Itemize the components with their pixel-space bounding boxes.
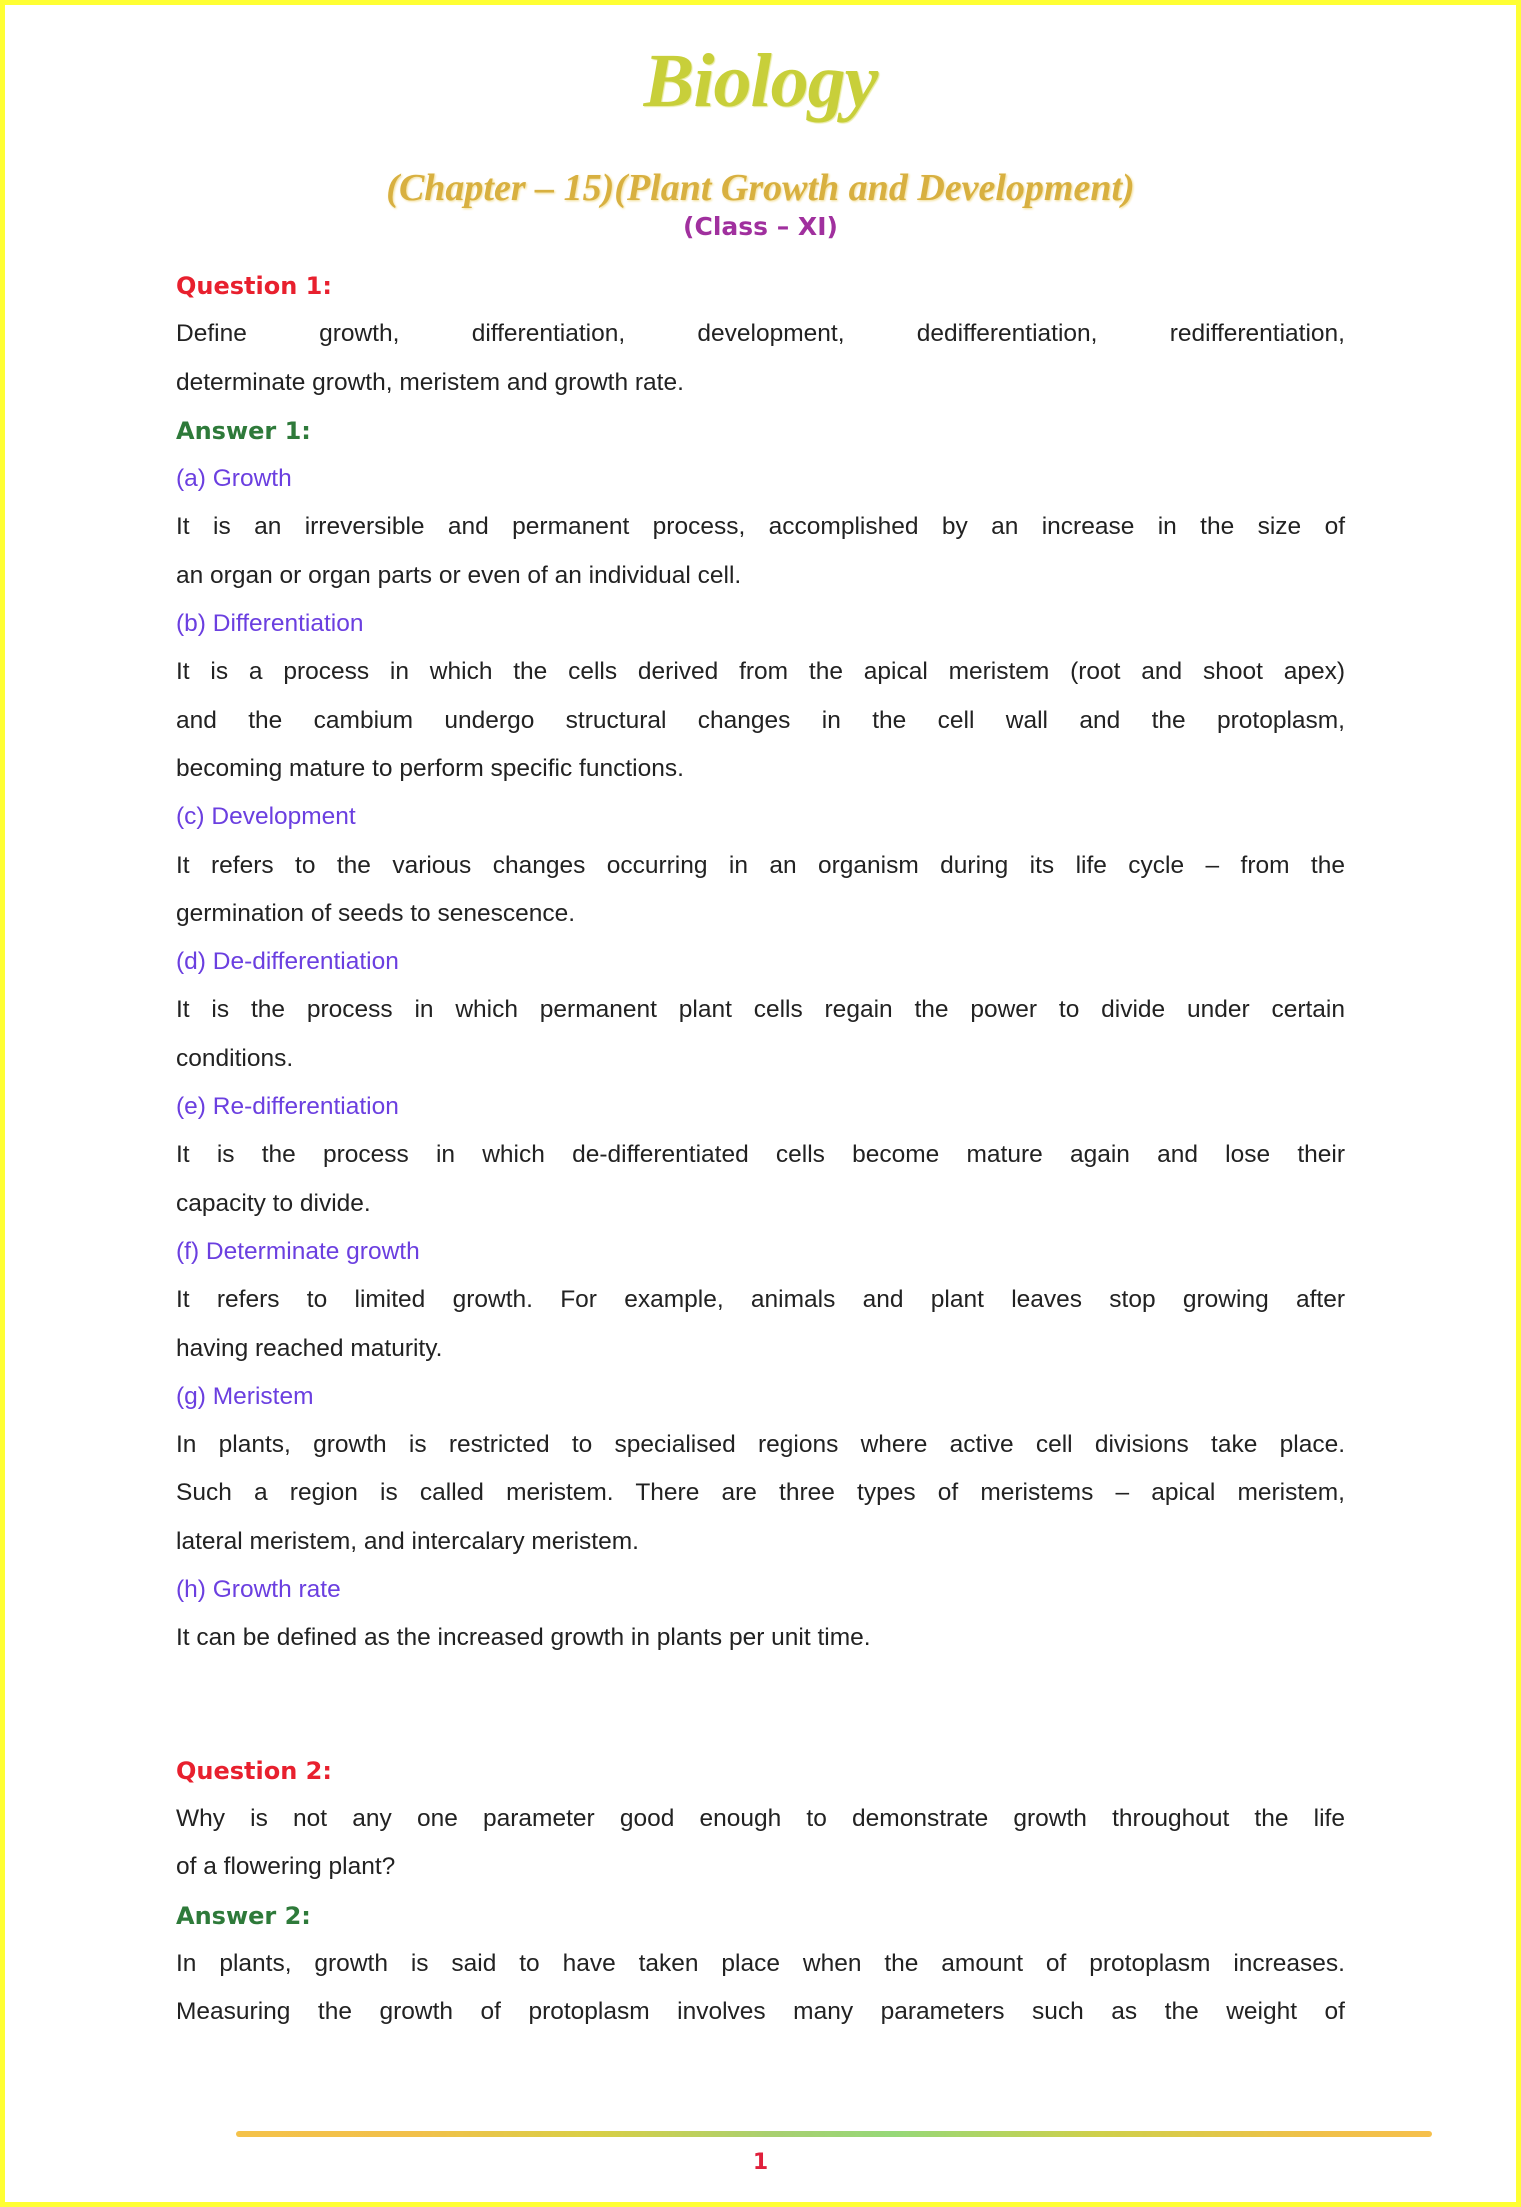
- section-heading: (h) Growth rate: [176, 1576, 341, 1604]
- paragraph-line: Such a region is called meristem. There are three types of meristems – apical meristem,: [176, 1479, 1345, 1507]
- paragraph: [176, 648, 1345, 793]
- paragraph: [176, 1131, 1345, 1228]
- chapter-subtitle: (Chapter – 15)(Plant Growth and Development): [386, 167, 1135, 209]
- section-heading: (c) Development: [176, 803, 356, 831]
- answer-label-block: [176, 1892, 1345, 1940]
- paragraph-line: In plants, growth is said to have taken place when the amount of protoplasm increases.: [176, 1949, 1345, 1977]
- paragraph-line: It is the process in which permanent plant cells regain the power to divide under certain: [176, 996, 1345, 1024]
- paragraph-line: Define growth, differentiation, development, dedifferentiation, redifferentiation,: [176, 320, 1345, 348]
- paragraph-line: having reached maturity.: [176, 1334, 443, 1362]
- paragraph: [176, 986, 1345, 1083]
- section-heading-block: [176, 1228, 1345, 1276]
- paragraph: [176, 1421, 1345, 1566]
- section-gap: [176, 1663, 1345, 1747]
- paragraph-line: lateral meristem, and intercalary meristem.: [176, 1527, 639, 1555]
- paragraph: [176, 503, 1345, 600]
- section-heading-block: [176, 1373, 1345, 1421]
- section-heading: (e) Re-differentiation: [176, 1093, 399, 1121]
- paragraph-line: determinate growth, meristem and growth rate.: [176, 368, 684, 396]
- footer-divider: [236, 2131, 1432, 2137]
- answer-label-block: [176, 407, 1345, 455]
- paragraph-line: and the cambium undergo structural changes in the cell wall and the protoplasm,: [176, 706, 1345, 734]
- section-heading-block: [176, 455, 1345, 503]
- question-label: Question 2:: [176, 1756, 332, 1785]
- section-heading: (f) Determinate growth: [176, 1237, 420, 1265]
- question-label-block: [176, 262, 1345, 310]
- paragraph-line: It is an irreversible and permanent process, accomplished by an increase in the size of: [176, 513, 1345, 541]
- section-heading: (d) De-differentiation: [176, 948, 399, 976]
- paragraph: [176, 842, 1345, 939]
- section-heading: (b) Differentiation: [176, 610, 364, 638]
- section-heading: (a) Growth: [176, 465, 292, 493]
- paragraph-line: Measuring the growth of protoplasm involves many parameters such as the weight of: [176, 1998, 1345, 2026]
- section-heading-block: [176, 1083, 1345, 1131]
- paragraph-line: germination of seeds to senescence.: [176, 899, 576, 927]
- paragraph-line: It refers to the various changes occurring in an organism during its life cycle – from the: [176, 851, 1345, 879]
- document-title: Biology: [643, 39, 878, 123]
- question-label: Question 1:: [176, 272, 332, 300]
- section-heading-block: [176, 938, 1345, 986]
- paragraph-line: conditions.: [176, 1044, 294, 1072]
- paragraph: [176, 1940, 1345, 2037]
- page-number: 1: [752, 2150, 769, 2175]
- paragraph-line: In plants, growth is restricted to specialised regions where active cell divisions take place.: [176, 1431, 1345, 1459]
- answer-label: Answer 2:: [176, 1901, 311, 1930]
- paragraph: [176, 1795, 1345, 1892]
- paragraph-line: becoming mature to perform specific functions.: [176, 754, 684, 782]
- class-label: (Class – XI): [683, 212, 838, 241]
- document-body: [176, 262, 1345, 2036]
- paragraph-line: It is the process in which de-differentiated cells become mature again and lose their: [176, 1141, 1345, 1169]
- paragraph: [176, 1614, 1345, 1662]
- section-heading: (g) Meristem: [176, 1382, 314, 1410]
- paragraph: [176, 310, 1345, 407]
- paragraph-line: It can be defined as the increased growth in plants per unit time.: [176, 1624, 871, 1652]
- paragraph-line: Why is not any one parameter good enough to demonstrate growth throughout the life: [176, 1804, 1345, 1832]
- paragraph-line: an organ or organ parts or even of an individual cell.: [176, 561, 742, 589]
- paragraph-line: It refers to limited growth. For example, animals and plant leaves stop growing after: [176, 1286, 1345, 1314]
- section-heading-block: [176, 600, 1345, 648]
- paragraph-line: capacity to divide.: [176, 1189, 371, 1217]
- paragraph: [176, 1276, 1345, 1373]
- paragraph-line: of a flowering plant?: [176, 1853, 396, 1881]
- question-label-block: [176, 1747, 1345, 1795]
- section-heading-block: [176, 1566, 1345, 1614]
- paragraph-line: It is a process in which the cells derived from the apical meristem (root and shoot apex): [176, 658, 1345, 686]
- answer-label: Answer 1:: [176, 416, 311, 445]
- section-heading-block: [176, 793, 1345, 841]
